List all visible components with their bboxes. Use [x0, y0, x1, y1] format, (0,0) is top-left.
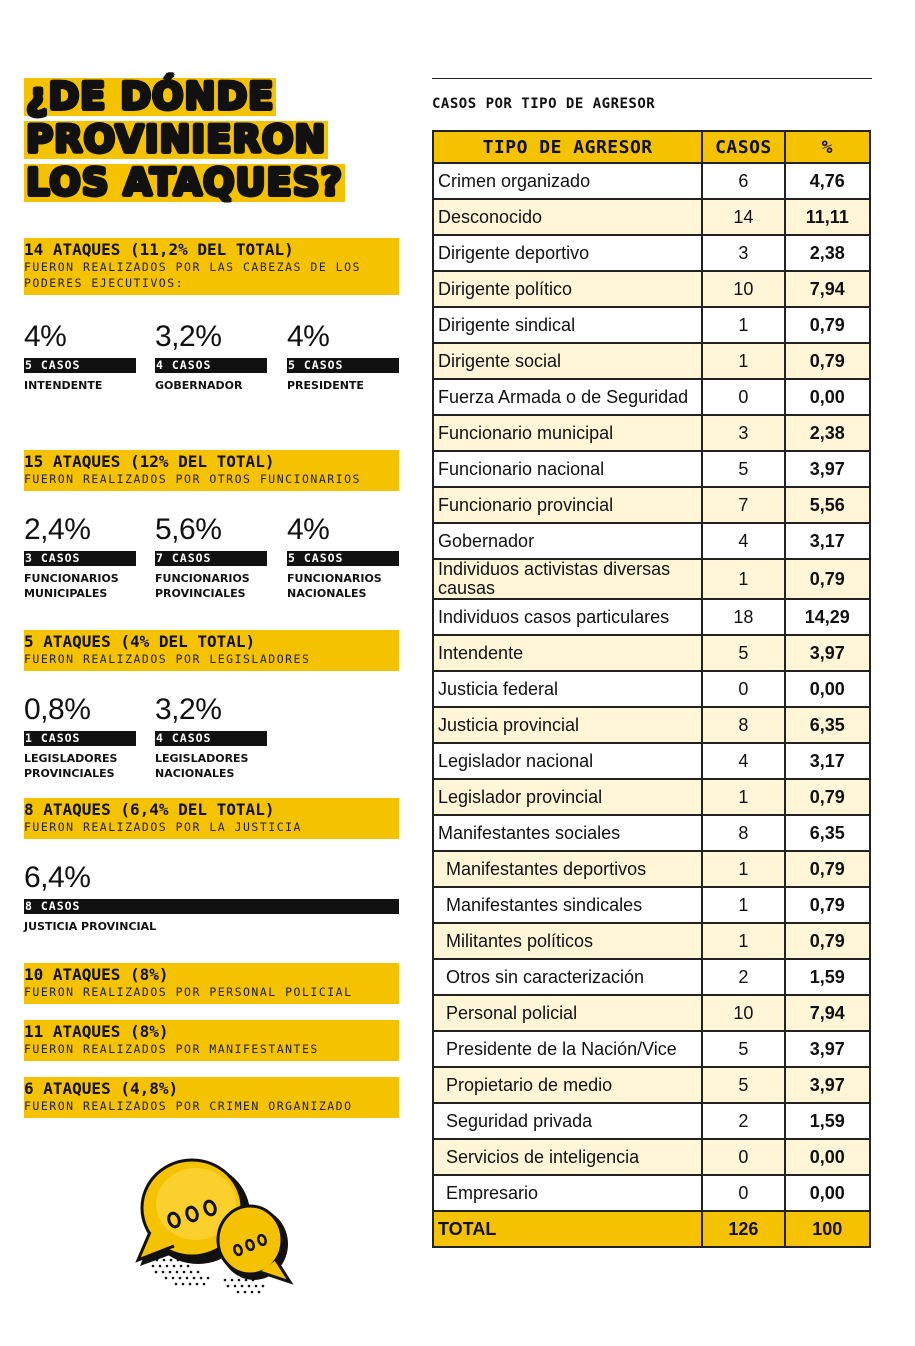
row-pct: 0,79 [785, 779, 870, 815]
row-pct: 0,79 [785, 559, 870, 599]
stat-label: LEGISLADORES NACIONALES [155, 752, 249, 780]
row-pct: 3,17 [785, 523, 870, 559]
row-name: Funcionario provincial [433, 487, 702, 523]
row-cases: 10 [702, 995, 784, 1031]
row-cases: 10 [702, 271, 784, 307]
section-legisladores [24, 630, 399, 671]
row-cases: 8 [702, 815, 784, 851]
row-cases: 5 [702, 635, 784, 671]
stat-pct: 3,2% [155, 320, 222, 353]
row-cases: 7 [702, 487, 784, 523]
table-row [433, 1103, 870, 1139]
table-row [433, 1139, 870, 1175]
table-row [433, 451, 870, 487]
table-row [433, 923, 870, 959]
stat-pct: 0,8% [24, 693, 91, 726]
title-line-2: PROVINIERON [26, 118, 327, 161]
stat-intendente [24, 320, 136, 393]
section-heading: 5 ATAQUES (4% DEL TOTAL) [24, 632, 256, 651]
stat-label: GOBERNADOR [155, 379, 243, 392]
row-name: Otros sin caracterización [433, 959, 702, 995]
row-cases: 1 [702, 923, 784, 959]
stat-label: JUSTICIA PROVINCIAL [24, 920, 157, 933]
table-row [433, 779, 870, 815]
row-pct: 0,79 [785, 923, 870, 959]
row-name: Legislador provincial [433, 779, 702, 815]
table-row [433, 415, 870, 451]
row-name: Propietario de medio [433, 1067, 702, 1103]
row-cases: 0 [702, 671, 784, 707]
row-pct: 0,79 [785, 851, 870, 887]
row-name: Individuos activistas diversas causas [433, 559, 702, 599]
table-row [433, 163, 870, 199]
row-cases: 4 [702, 743, 784, 779]
row-name: Dirigente social [433, 343, 702, 379]
row-cases: 1 [702, 779, 784, 815]
page-title [24, 75, 345, 207]
row-pct: 2,38 [785, 415, 870, 451]
row-name: Justicia provincial [433, 707, 702, 743]
row-cases: 0 [702, 379, 784, 415]
stat-func-provinciales [155, 513, 267, 601]
table-row [433, 743, 870, 779]
table-row [433, 379, 870, 415]
section-heading: 8 ATAQUES (6,4% DEL TOTAL) [24, 800, 275, 819]
section-sub: FUERON REALIZADOS POR CRIMEN ORGANIZADO [24, 1099, 353, 1113]
row-cases: 5 [702, 451, 784, 487]
total-cases: 126 [702, 1211, 784, 1247]
stat-cases: 7 CASOS [155, 551, 267, 566]
stat-label: INTENDENTE [24, 379, 103, 392]
row-name: Empresario [433, 1175, 702, 1211]
stat-label: FUNCIONARIOS NACIONALES [287, 572, 382, 600]
row-name: Manifestantes deportivos [433, 851, 702, 887]
table-row [433, 995, 870, 1031]
row-name: Legislador nacional [433, 743, 702, 779]
row-cases: 0 [702, 1175, 784, 1211]
table-row [433, 199, 870, 235]
row-name: Servicios de inteligencia [433, 1139, 702, 1175]
stat-label: LEGISLADORES PROVINCIALES [24, 752, 118, 780]
row-cases: 14 [702, 199, 784, 235]
row-name: Militantes políticos [433, 923, 702, 959]
header-pct: % [785, 131, 870, 163]
row-pct: 14,29 [785, 599, 870, 635]
row-pct: 3,97 [785, 1031, 870, 1067]
stat-cases: 1 CASOS [24, 731, 136, 746]
title-line-1: ¿DE DÓNDE [26, 75, 275, 118]
row-pct: 3,97 [785, 1067, 870, 1103]
row-name: Individuos casos particulares [433, 599, 702, 635]
row-cases: 2 [702, 959, 784, 995]
row-cases: 0 [702, 1139, 784, 1175]
row-pct: 0,00 [785, 671, 870, 707]
top-divider [432, 78, 872, 79]
row-pct: 6,35 [785, 815, 870, 851]
table-row [433, 271, 870, 307]
table-row [433, 959, 870, 995]
row-pct: 6,35 [785, 707, 870, 743]
speech-bubbles-icon [130, 1148, 300, 1303]
table-header-row [433, 131, 870, 163]
row-cases: 5 [702, 1031, 784, 1067]
row-name: Personal policial [433, 995, 702, 1031]
row-name: Justicia federal [433, 671, 702, 707]
stat-func-nacionales [287, 513, 399, 601]
table-row [433, 707, 870, 743]
row-cases: 1 [702, 559, 784, 599]
stat-pct: 5,6% [155, 513, 222, 546]
total-label: TOTAL [433, 1211, 702, 1247]
row-name: Dirigente sindical [433, 307, 702, 343]
stat-cases: 5 CASOS [287, 551, 399, 566]
row-pct: 0,00 [785, 1175, 870, 1211]
row-cases: 3 [702, 235, 784, 271]
stat-cases: 5 CASOS [287, 358, 399, 373]
row-pct: 7,94 [785, 995, 870, 1031]
section-sub: FUERON REALIZADOS POR OTROS FUNCIONARIOS [24, 472, 361, 486]
table-total-row [433, 1211, 870, 1247]
row-pct: 0,79 [785, 343, 870, 379]
row-cases: 6 [702, 163, 784, 199]
stat-cases: 3 CASOS [24, 551, 136, 566]
section-heading: 6 ATAQUES (4,8%) [24, 1079, 179, 1098]
table-row [433, 599, 870, 635]
section-sub: FUERON REALIZADOS POR LA JUSTICIA [24, 820, 302, 834]
row-pct: 3,97 [785, 635, 870, 671]
header-casos: CASOS [702, 131, 784, 163]
row-pct: 1,59 [785, 1103, 870, 1139]
table-row [433, 523, 870, 559]
row-pct: 5,56 [785, 487, 870, 523]
row-cases: 1 [702, 851, 784, 887]
stat-presidente [287, 320, 399, 393]
table-row [433, 851, 870, 887]
row-name: Intendente [433, 635, 702, 671]
table-row [433, 635, 870, 671]
stat-label: PRESIDENTE [287, 379, 364, 392]
stat-cases: 8 CASOS [24, 899, 399, 914]
row-name: Seguridad privada [433, 1103, 702, 1139]
section-heading: 15 ATAQUES (12% DEL TOTAL) [24, 452, 275, 471]
section-policial [24, 963, 399, 1004]
header-tipo: TIPO DE AGRESOR [433, 131, 702, 163]
table-row [433, 1067, 870, 1103]
stat-cases: 5 CASOS [24, 358, 136, 373]
stat-label: FUNCIONARIOS MUNICIPALES [24, 572, 119, 600]
row-name: Gobernador [433, 523, 702, 559]
section-sub: FUERON REALIZADOS POR LAS CABEZAS DE LOS PODERES EJECUTIVOS: [24, 260, 361, 290]
stat-pct: 4% [287, 320, 330, 353]
section-sub: FUERON REALIZADOS POR PERSONAL POLICIAL [24, 985, 353, 999]
stat-label: FUNCIONARIOS PROVINCIALES [155, 572, 250, 600]
row-pct: 11,11 [785, 199, 870, 235]
row-pct: 0,79 [785, 887, 870, 923]
section-heading: 14 ATAQUES (11,2% DEL TOTAL) [24, 240, 294, 259]
row-cases: 8 [702, 707, 784, 743]
row-cases: 18 [702, 599, 784, 635]
section-heading: 10 ATAQUES (8%) [24, 965, 169, 984]
row-pct: 4,76 [785, 163, 870, 199]
row-cases: 1 [702, 343, 784, 379]
row-pct: 2,38 [785, 235, 870, 271]
section-heading: 11 ATAQUES (8%) [24, 1022, 169, 1041]
section-sub: FUERON REALIZADOS POR MANIFESTANTES [24, 1042, 319, 1056]
row-name: Dirigente deportivo [433, 235, 702, 271]
section-sub: FUERON REALIZADOS POR LEGISLADORES [24, 652, 311, 666]
stat-justicia-provincial [24, 861, 399, 934]
table-row [433, 815, 870, 851]
table-row [433, 487, 870, 523]
row-cases: 5 [702, 1067, 784, 1103]
table-row [433, 1175, 870, 1211]
table-row [433, 559, 870, 599]
aggressor-table [432, 130, 871, 1248]
table-row [433, 235, 870, 271]
row-pct: 0,00 [785, 1139, 870, 1175]
stat-pct: 3,2% [155, 693, 222, 726]
row-pct: 1,59 [785, 959, 870, 995]
section-funcionarios [24, 450, 399, 491]
stat-pct: 2,4% [24, 513, 91, 546]
table-caption: CASOS POR TIPO DE AGRESOR [432, 96, 656, 112]
stat-func-municipales [24, 513, 136, 601]
title-line-3: LOS ATAQUES? [26, 161, 343, 204]
row-name: Fuerza Armada o de Seguridad [433, 379, 702, 415]
table-row [433, 887, 870, 923]
section-crimen [24, 1077, 399, 1118]
row-cases: 1 [702, 307, 784, 343]
stat-gobernador [155, 320, 267, 393]
stat-leg-nacionales [155, 693, 267, 781]
row-name: Funcionario municipal [433, 415, 702, 451]
total-pct: 100 [785, 1211, 870, 1247]
row-pct: 0,79 [785, 307, 870, 343]
table-row [433, 671, 870, 707]
stat-cases: 4 CASOS [155, 358, 267, 373]
section-justicia [24, 798, 399, 839]
stat-leg-provinciales [24, 693, 136, 781]
row-name: Manifestantes sindicales [433, 887, 702, 923]
stat-cases: 4 CASOS [155, 731, 267, 746]
row-pct: 0,00 [785, 379, 870, 415]
table-row [433, 1031, 870, 1067]
row-cases: 4 [702, 523, 784, 559]
row-cases: 3 [702, 415, 784, 451]
row-name: Dirigente político [433, 271, 702, 307]
row-name: Crimen organizado [433, 163, 702, 199]
row-name: Desconocido [433, 199, 702, 235]
row-cases: 1 [702, 887, 784, 923]
section-executives [24, 238, 399, 295]
table-row [433, 307, 870, 343]
row-name: Manifestantes sociales [433, 815, 702, 851]
row-name: Presidente de la Nación/Vice [433, 1031, 702, 1067]
stat-pct: 4% [287, 513, 330, 546]
row-name: Funcionario nacional [433, 451, 702, 487]
row-pct: 3,17 [785, 743, 870, 779]
stat-pct: 6,4% [24, 861, 91, 894]
row-pct: 7,94 [785, 271, 870, 307]
table-row [433, 343, 870, 379]
section-manifestantes [24, 1020, 399, 1061]
stat-pct: 4% [24, 320, 67, 353]
row-cases: 2 [702, 1103, 784, 1139]
row-pct: 3,97 [785, 451, 870, 487]
